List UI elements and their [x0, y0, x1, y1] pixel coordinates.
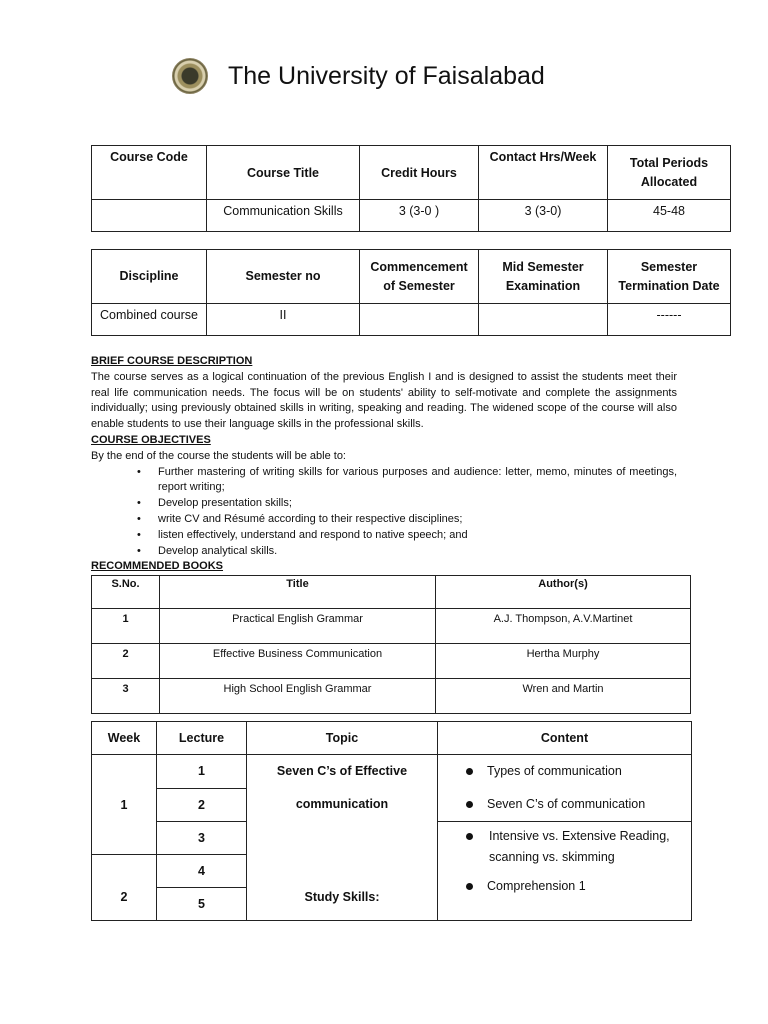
list-item	[468, 755, 687, 788]
page-header	[172, 58, 545, 94]
table-cell: ------	[608, 304, 731, 336]
table-cell: High School English Grammar	[160, 679, 436, 714]
table-cell: 3 (3-0)	[479, 200, 608, 232]
header-cell: Semester no	[207, 250, 360, 304]
header-cell: Mid Semester Examination	[479, 250, 608, 304]
course-description-section	[91, 354, 677, 575]
table-cell: 2	[92, 644, 160, 679]
header-cell: Total Periods Allocated	[608, 146, 731, 200]
table-cell	[479, 304, 608, 336]
header-cell: Semester Termination Date	[608, 250, 731, 304]
bullet-icon	[466, 833, 473, 840]
objectives-list	[91, 465, 677, 560]
header-cell: Course Code	[92, 146, 207, 200]
content-text: Comprehension 1	[487, 879, 586, 893]
table-cell: 45-48	[608, 200, 731, 232]
week-cell: 2	[92, 855, 157, 921]
lecture-cell: 4	[157, 855, 247, 888]
header-cell: Title	[160, 576, 436, 609]
content-cell	[438, 755, 692, 822]
list-item: • Develop presentation skills;	[158, 496, 677, 512]
table-cell: Hertha Murphy	[436, 644, 691, 679]
books-table	[91, 575, 691, 714]
header-cell: Author(s)	[436, 576, 691, 609]
semester-table	[91, 249, 731, 336]
table-cell: II	[207, 304, 360, 336]
topic-cell: Study Skills:	[247, 822, 438, 921]
description-text: The course serves as a logical continuation of the previous English I and is designed to assist the students meet their real life communication needs. The focus will be on students' ability to self-motivate and complete the assignments individually; using previously obtained skills in writing, speaking and reading. The widened scope of the course will also enable students to use their language skills in the professional skills.	[91, 370, 677, 431]
table-cell	[92, 200, 207, 232]
header-cell: Credit Hours	[360, 146, 479, 200]
lecture-cell: 2	[157, 788, 247, 822]
table-cell: Communication Skills	[207, 200, 360, 232]
header-cell: Lecture	[157, 722, 247, 755]
bullet-icon	[466, 883, 473, 890]
content-cell	[438, 822, 692, 921]
table-cell: Wren and Martin	[436, 679, 691, 714]
content-text: Types of communication	[487, 764, 622, 778]
lecture-cell: 1	[157, 755, 247, 789]
week-cell: 1	[92, 755, 157, 855]
table-row	[92, 644, 691, 679]
content-text: Intensive vs. Extensive Reading, scanning vs. skimming	[489, 829, 670, 864]
header-cell: Topic	[247, 722, 438, 755]
list-item: • listen effectively, understand and respond to native speech; and	[158, 528, 677, 544]
table-cell: 3 (3-0 )	[360, 200, 479, 232]
header-cell: Commencement of Semester	[360, 250, 479, 304]
course-info-table	[91, 145, 731, 232]
header-cell: Content	[438, 722, 692, 755]
books-heading: RECOMMENDED BOOKS	[91, 560, 224, 573]
topic-cell	[247, 755, 438, 822]
list-item: • write CV and Résumé according to their respective disciplines;	[158, 512, 677, 528]
lecture-cell: 5	[157, 888, 247, 921]
lecture-cell: 3	[157, 822, 247, 855]
table-cell: 3	[92, 679, 160, 714]
header-cell: Contact Hrs/Week	[479, 146, 608, 200]
university-seal-icon	[172, 58, 208, 94]
header-cell: Week	[92, 722, 157, 755]
table-row	[92, 679, 691, 714]
bullet-icon	[466, 768, 473, 775]
table-cell: A.J. Thompson, A.V.Martinet	[436, 609, 691, 644]
page-title: The University of Faisalabad	[228, 61, 545, 90]
list-item	[468, 879, 687, 893]
topic-line: Seven C’s of Effective	[276, 764, 408, 779]
objectives-intro: By the end of the course the students will be able to:	[91, 449, 346, 462]
header-cell: Discipline	[92, 250, 207, 304]
list-item	[468, 826, 687, 868]
list-item	[468, 788, 687, 821]
description-heading: BRIEF COURSE DESCRIPTION	[91, 355, 253, 367]
table-row	[92, 609, 691, 644]
list-item: • Develop analytical skills.	[158, 544, 677, 560]
header-cell: Course Title	[207, 146, 360, 200]
list-item: • Further mastering of writing skills for various purposes and audience: letter, memo, minutes of meetings, report writing;	[158, 465, 677, 497]
table-cell: Practical English Grammar	[160, 609, 436, 644]
table-cell	[360, 304, 479, 336]
table-cell: Effective Business Communication	[160, 644, 436, 679]
bullet-icon	[466, 801, 473, 808]
table-cell: 1	[92, 609, 160, 644]
header-cell: S.No.	[92, 576, 160, 609]
topic-line: communication	[295, 797, 389, 812]
content-text: Seven C’s of communication	[487, 797, 646, 811]
table-cell: Combined course	[92, 304, 207, 336]
objectives-heading: COURSE OBJECTIVES	[91, 433, 211, 446]
schedule-table	[91, 721, 692, 921]
